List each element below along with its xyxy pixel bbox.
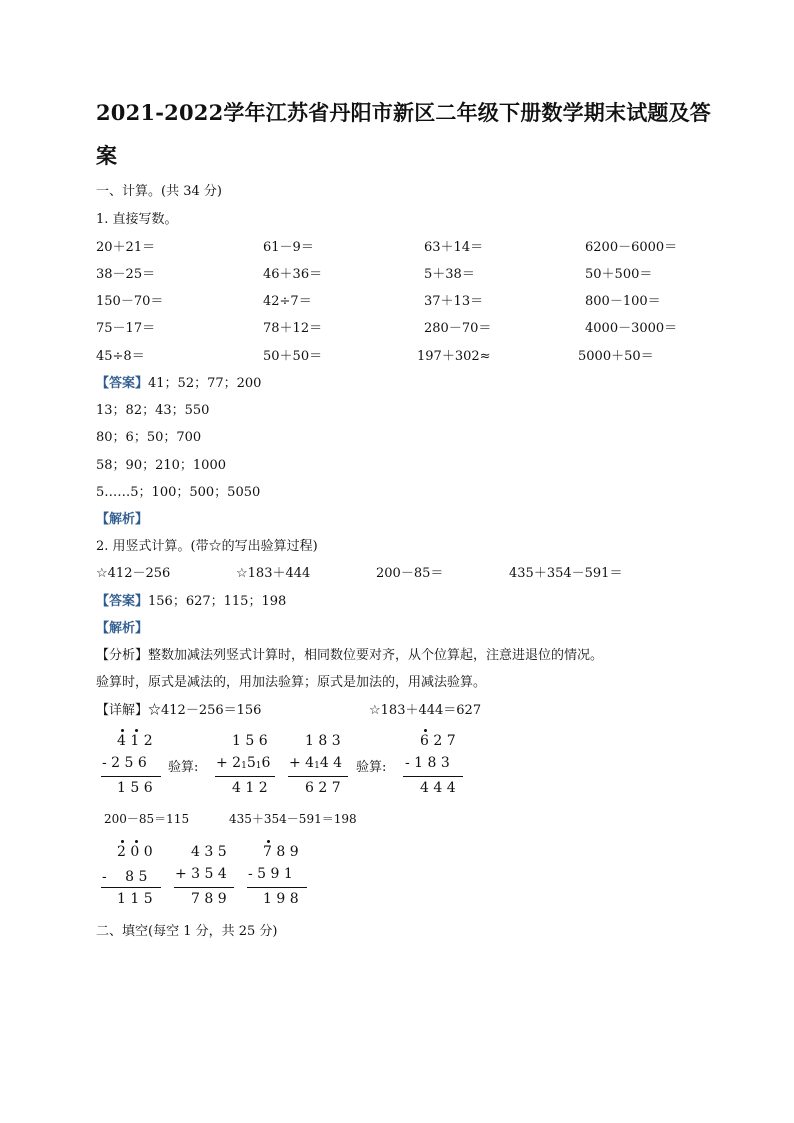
answer-line: 80；6；50；700 — [96, 430, 202, 445]
sum-rule — [403, 776, 463, 777]
calc-item: 37＋13＝ — [424, 294, 484, 309]
analysis-tag: 【解析】 — [96, 512, 149, 527]
vertical-operand: 7 8 9 — [263, 844, 299, 860]
vertical-result: 1 5 6 — [117, 780, 153, 796]
calc-item: 42÷7＝ — [263, 294, 312, 309]
vertical-operand: 4 1 2 — [117, 733, 153, 749]
borrow-dot — [135, 840, 138, 843]
calc-item: 20＋21＝ — [96, 240, 156, 255]
vertical-result: 7 8 9 — [191, 891, 227, 907]
answer-tag: 【答案】 — [96, 594, 149, 609]
calc-item: 61－9＝ — [263, 240, 314, 255]
vertical-operand: 4 3 5 — [191, 844, 227, 860]
vertical-result: 4 1 2 — [232, 780, 268, 796]
sum-rule — [101, 776, 161, 777]
sum-rule — [215, 776, 275, 777]
calc-item: 75－17＝ — [96, 321, 156, 336]
vertical-operand: 2 0 0 — [117, 844, 153, 860]
calc-item: 46＋36＝ — [263, 267, 323, 282]
answer-line — [96, 590, 286, 609]
vertical-operand: - 1 8 3 — [405, 755, 450, 771]
detail-tag: 【详解】 — [96, 703, 149, 718]
calc-item: 63＋14＝ — [424, 240, 484, 255]
analysis-tag: 【解析】 — [96, 621, 149, 636]
calc-item: 38－25＝ — [96, 267, 156, 282]
sum-rule — [247, 887, 307, 888]
analysis-line — [96, 644, 603, 663]
vertical-result: 1 9 8 — [263, 891, 299, 907]
calc-item: 280－70＝ — [424, 321, 492, 336]
calc-item: 197＋302≈ — [417, 349, 491, 364]
calc-item: 4000－3000＝ — [585, 321, 678, 336]
check-label: 验算: — [168, 760, 199, 775]
question-2-heading: 2. 用竖式计算。(带☆的写出验算过程) — [96, 539, 318, 554]
calc-item: 50＋50＝ — [263, 349, 323, 364]
detail-eq: 435＋354－591＝198 — [229, 812, 357, 826]
detail-eq: ☆183＋444＝627 — [369, 703, 482, 718]
borrow-dot — [121, 840, 124, 843]
problem-item: ☆183＋444 — [236, 566, 311, 581]
page-title: 2021-2022学年江苏省丹阳市新区二年级下册数学期末试题及答 — [96, 100, 712, 125]
check-note: 验算时，原式是减法的，用加法验算；原式是加法的，用减法验算。 — [96, 675, 487, 690]
question-1-heading: 1. 直接写数。 — [96, 212, 178, 227]
vertical-operand: - 2 5 6 — [102, 755, 147, 771]
fenxi-text: 整数加减法列竖式计算时，相同数位要对齐，从个位算起，注意进退位的情况。 — [148, 648, 604, 663]
vertical-operand: 1 5 6 — [232, 733, 268, 749]
check-label: 验算: — [356, 760, 387, 775]
calc-item: 5＋38＝ — [424, 267, 475, 282]
answer-line: 13；82；43；550 — [96, 403, 210, 418]
calc-item: 50＋500＝ — [585, 267, 653, 282]
sum-rule — [174, 887, 234, 888]
detail-eq: 200－85＝115 — [104, 812, 190, 826]
section-2-heading: 二、填空(每空 1 分，共 25 分) — [96, 924, 278, 939]
vertical-result: 4 4 4 — [420, 780, 456, 796]
vertical-result: 6 2 7 — [305, 780, 341, 796]
vertical-operand: 6 2 7 — [420, 733, 456, 749]
vertical-operand: 1 8 3 — [305, 733, 341, 749]
vertical-operand: + 414 4 — [289, 755, 343, 771]
answer-line — [96, 372, 261, 391]
vertical-operand: - 5 9 1 — [248, 866, 293, 882]
calc-item: 150－70＝ — [96, 294, 164, 309]
sum-rule — [288, 776, 348, 777]
borrow-dot — [135, 729, 138, 732]
calc-item: 45÷8＝ — [96, 349, 145, 364]
vertical-operand: + 21516 — [216, 755, 271, 771]
borrow-dot — [267, 840, 270, 843]
calc-item: 6200－6000＝ — [585, 240, 678, 255]
vertical-operand: + 3 5 4 — [175, 866, 227, 882]
vertical-operand: - 8 5 — [102, 869, 148, 885]
answer-text: 156；627；115；198 — [148, 594, 287, 609]
problem-item: 200－85＝ — [376, 566, 444, 581]
section-1-heading: 一、计算。(共 34 分) — [96, 184, 222, 199]
problem-item: ☆412－256 — [96, 566, 171, 581]
calc-item: 800－100＝ — [585, 294, 661, 309]
calc-item: 78＋12＝ — [263, 321, 323, 336]
borrow-dot — [121, 729, 124, 732]
answer-line: 58；90；210；1000 — [96, 458, 226, 473]
page-title-continued: 案 — [96, 143, 118, 168]
answer-tag: 【答案】 — [96, 376, 149, 391]
sum-rule — [101, 887, 161, 888]
answer-line: 5……5；100；500；5050 — [96, 485, 261, 500]
borrow-dot — [424, 729, 427, 732]
calc-item: 5000＋50＝ — [578, 349, 654, 364]
answer-text: 41；52；77；200 — [148, 376, 262, 391]
detail-eq: ☆412－256＝156 — [148, 703, 262, 718]
fenxi-tag: 【分析】 — [96, 648, 149, 663]
detail-line — [96, 699, 261, 718]
problem-item: 435＋354－591＝ — [509, 566, 623, 581]
vertical-result: 1 1 5 — [117, 891, 153, 907]
